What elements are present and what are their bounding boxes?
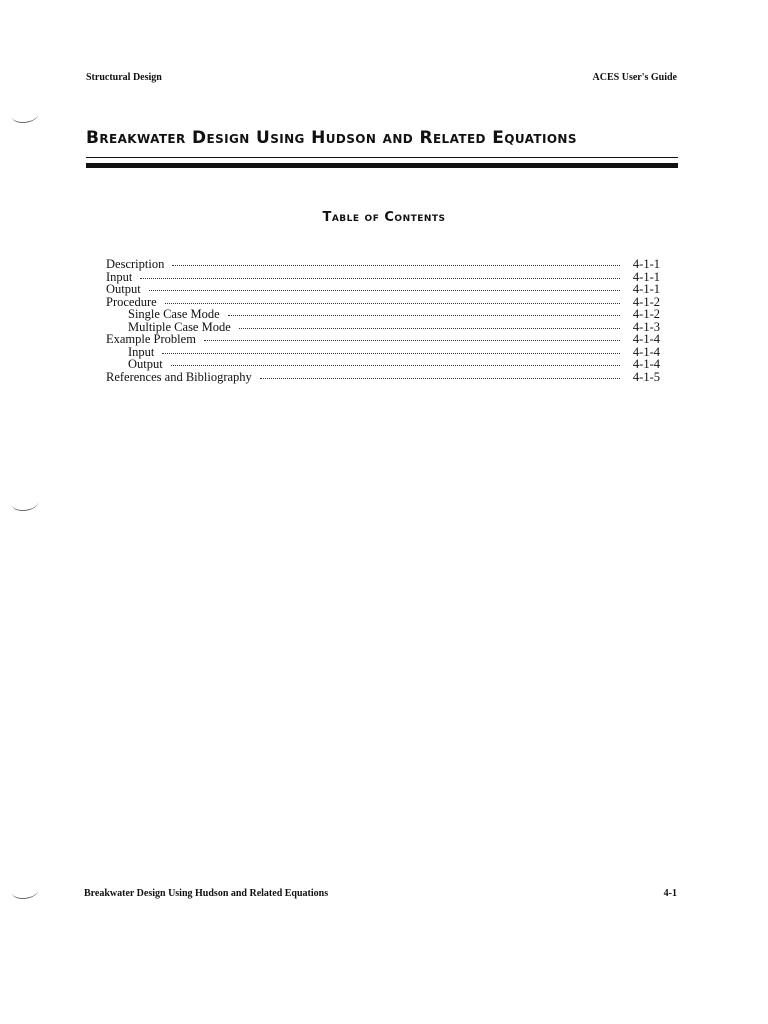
running-footer-title: Breakwater Design Using Hudson and Related Equations	[84, 888, 329, 899]
toc-leader-dots	[162, 344, 620, 354]
toc-leader-dots	[228, 306, 620, 316]
toc-entry-label: Description	[106, 257, 165, 271]
toc-entry-page: 4-1-1	[632, 269, 660, 284]
toc-entry-page: 4-1-2	[632, 307, 660, 321]
toc-entry-label: Output	[106, 282, 141, 296]
binding-hole-mark	[12, 108, 38, 123]
toc-leader-dots	[204, 331, 620, 341]
toc-leader-dots	[239, 319, 620, 329]
toc-entry-label: Example Problem	[106, 332, 196, 346]
table-of-contents	[106, 258, 660, 383]
toc-entry-label: Input	[106, 269, 133, 284]
toc-entry-label: Output	[128, 357, 163, 371]
toc-entry-label: Procedure	[106, 294, 157, 309]
toc-entry-label: References and Bibliography	[106, 369, 252, 384]
toc-leader-dots	[172, 256, 620, 266]
toc-entry-page: 4-1-4	[632, 332, 660, 346]
running-header-section: Structural Design	[86, 72, 162, 83]
toc-leader-dots	[260, 369, 620, 379]
toc-entry-page: 4-1-2	[632, 294, 660, 309]
binding-hole-mark	[12, 884, 38, 899]
binding-hole-mark	[12, 496, 38, 511]
title-rule-thick	[86, 163, 678, 168]
toc-entry-label: Single Case Mode	[128, 307, 220, 321]
toc-entry-references[interactable]	[106, 371, 660, 384]
toc-leader-dots	[171, 356, 620, 366]
toc-entry-page: 4-1-1	[632, 282, 660, 296]
toc-leader-dots	[165, 294, 620, 304]
toc-leader-dots	[140, 269, 620, 279]
running-header-guide: ACES User's Guide	[592, 72, 677, 83]
toc-entry-page: 4-1-4	[632, 357, 660, 371]
page-number: 4-1	[663, 888, 677, 899]
toc-entry-page: 4-1-3	[632, 319, 660, 334]
title-rule-thin	[86, 157, 678, 158]
chapter-title: Breakwater Design Using Hudson and Related Equations	[86, 128, 577, 148]
toc-entry-page: 4-1-4	[632, 344, 660, 359]
toc-entry-page: 4-1-1	[632, 257, 660, 271]
toc-entry-label: Input	[128, 344, 155, 359]
toc-entry-page: 4-1-5	[632, 369, 660, 384]
toc-leader-dots	[149, 281, 620, 291]
toc-heading: Table of Contents	[322, 210, 446, 225]
toc-entry-label: Multiple Case Mode	[128, 319, 231, 334]
